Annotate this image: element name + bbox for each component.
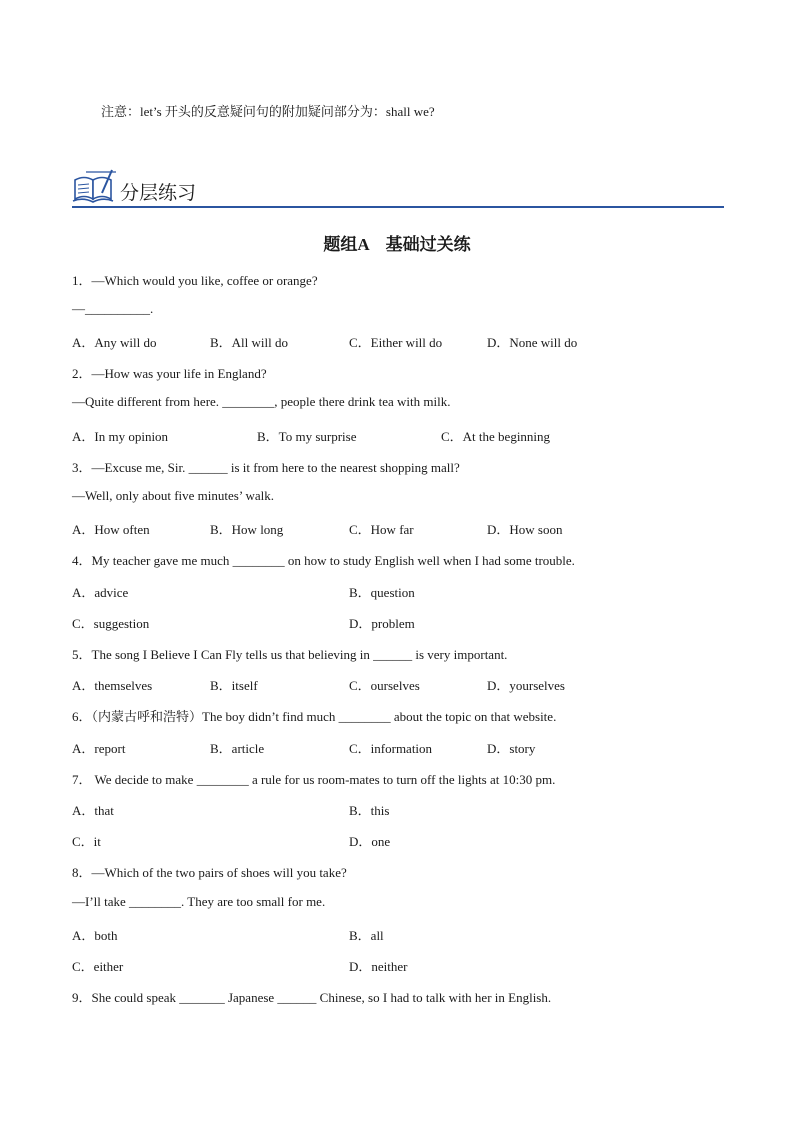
question-3-answer-line: —Well, only about five minutes’ walk. [72,488,274,503]
question-4-stem: 4．My teacher gave me much ________ on how to study English well when I had some trouble. [72,553,575,568]
question-2-option-c[interactable]: C．At the beginning [441,429,551,444]
question-6-stem: 6．（内蒙古呼和浩特）The boy didn’t find much ________ about the topic on that website. [72,709,557,724]
question-8-option-a[interactable]: A．both [72,928,118,943]
question-5-stem: 5．The song I Believe I Can Fly tells us that believing in ______ is very important. [72,647,508,662]
question-7-option-b[interactable]: B．this [349,803,390,818]
question-1-stem: 1．—Which would you like, coffee or orange? [72,273,318,288]
question-8-answer-line: —I’ll take ________. They are too small for me. [72,894,326,909]
question-3-stem: 3．—Excuse me, Sir. ______ is it from here to the nearest shopping mall? [72,460,460,475]
question-6-option-b[interactable]: B．article [210,741,265,756]
question-2-answer-line: —Quite different from here. ________, people there drink tea with milk. [72,394,451,409]
question-4-option-d[interactable]: D．problem [349,616,415,631]
question-4-option-a[interactable]: A．advice [72,585,129,600]
question-1-option-b[interactable]: B．All will do [210,335,289,350]
question-8-option-b[interactable]: B．all [349,928,384,943]
question-6-option-d[interactable]: D．story [487,741,536,756]
question-5-option-b[interactable]: B．itself [210,678,258,693]
question-5-option-c[interactable]: C．ourselves [349,678,420,693]
question-5-option-d[interactable]: D．yourselves [487,678,565,693]
question-7-option-a[interactable]: A．that [72,803,114,818]
question-8-stem: 8．—Which of the two pairs of shoes will you take? [72,865,347,880]
question-8-option-d[interactable]: D．neither [349,959,408,974]
question-7-option-d[interactable]: D．one [349,834,391,849]
section-title: 分层练习 [120,182,197,204]
question-1-option-d[interactable]: D．None will do [487,335,578,350]
group-title: 题组A 基础过关练 [323,235,471,254]
question-3-option-a[interactable]: A．How often [72,522,150,537]
question-2-option-b[interactable]: B．To my surprise [257,429,357,444]
open-book-icon [72,166,116,204]
question-2-option-a[interactable]: A．In my opinion [72,429,169,444]
question-6-option-a[interactable]: A．report [72,741,126,756]
question-9-stem: 9．She could speak _______ Japanese ______ Chinese, so I had to talk with her in English. [72,990,552,1005]
note-text: 注意：let’s 开头的反意疑问句的附加疑问部分为：shall we? [101,104,435,119]
question-2-stem: 2．—How was your life in England? [72,366,267,381]
section-header [72,166,724,210]
question-8-option-c[interactable]: C．either [72,959,124,974]
question-6-option-c[interactable]: C．information [349,741,433,756]
question-7-option-c[interactable]: C．it [72,834,101,849]
section-divider [72,206,724,208]
question-4-option-b[interactable]: B．question [349,585,415,600]
question-3-option-d[interactable]: D．How soon [487,522,563,537]
question-7-stem: 7． We decide to make ________ a rule for us room-mates to turn off the lights at 10:30 pm. [72,772,556,787]
question-3-option-c[interactable]: C．How far [349,522,414,537]
question-1-option-a[interactable]: A．Any will do [72,335,157,350]
question-1-answer-line: —__________. [72,301,154,316]
question-4-option-c[interactable]: C．suggestion [72,616,150,631]
question-3-option-b[interactable]: B．How long [210,522,284,537]
question-1-option-c[interactable]: C．Either will do [349,335,443,350]
question-5-option-a[interactable]: A．themselves [72,678,153,693]
